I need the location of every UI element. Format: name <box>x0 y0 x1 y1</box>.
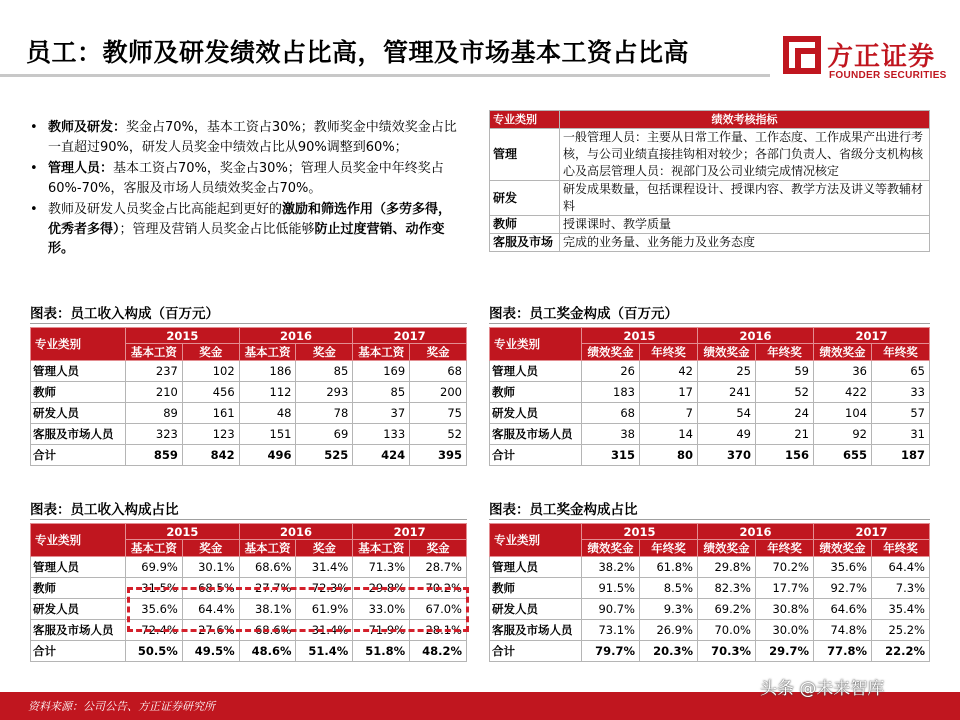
table-cell: 323 <box>126 424 183 445</box>
row-label: 合计 <box>490 641 582 662</box>
row-label: 客服及市场人员 <box>31 620 126 641</box>
table-row <box>31 445 467 466</box>
row-label: 教师 <box>490 578 582 599</box>
column-header-category: 专业类别 <box>490 328 582 361</box>
table-cell: 70.2% <box>756 557 814 578</box>
key-points <box>28 118 458 261</box>
table-cell: 27.6% <box>182 620 239 641</box>
row-label: 研发人员 <box>31 403 126 424</box>
caption-divider <box>489 519 930 520</box>
table-cell: 424 <box>353 445 410 466</box>
row-label: 研发人员 <box>31 599 126 620</box>
table-cell: 61.9% <box>296 599 353 620</box>
table-cell: 42 <box>640 361 698 382</box>
table-row <box>490 181 930 216</box>
table-cell: 64.4% <box>182 599 239 620</box>
table-cell: 293 <box>296 382 353 403</box>
table-cell: 69 <box>296 424 353 445</box>
table-cell: 25 <box>698 361 756 382</box>
table-cell: 71.3% <box>353 557 410 578</box>
table-cell: 78 <box>296 403 353 424</box>
bullet-conclusion <box>28 200 458 259</box>
row-label: 管理人员 <box>490 361 582 382</box>
table-row <box>31 403 467 424</box>
table-cell: 7 <box>640 403 698 424</box>
table-row <box>31 557 467 578</box>
table-cell: 48.6% <box>239 641 296 662</box>
table-cell: 17.7% <box>756 578 814 599</box>
table-cell: 51.8% <box>353 641 410 662</box>
table-cell: 92.7% <box>814 578 872 599</box>
column-header: 专业类别 <box>490 111 560 129</box>
income-table <box>30 327 467 466</box>
table-cell: 237 <box>126 361 183 382</box>
table-cell: 210 <box>126 382 183 403</box>
table-cell: 370 <box>698 445 756 466</box>
year-header: 2015 <box>582 328 698 344</box>
row-label: 客服及市场人员 <box>31 424 126 445</box>
table-row <box>490 424 930 445</box>
income-table-caption: 图表：员工收入构成（百万元） <box>30 306 219 322</box>
table-cell: 24 <box>756 403 814 424</box>
table-cell: 14 <box>640 424 698 445</box>
sub-header: 基本工资 <box>239 344 296 361</box>
table-row <box>490 234 930 252</box>
sub-header: 奖金 <box>296 344 353 361</box>
table-cell: 50.5% <box>126 641 183 662</box>
table-cell: 72.3% <box>296 578 353 599</box>
table-row <box>490 599 930 620</box>
bonus-table <box>489 327 930 466</box>
row-label: 客服及市场人员 <box>490 620 582 641</box>
sub-header: 奖金 <box>410 344 467 361</box>
table-cell: 29.7% <box>756 641 814 662</box>
sub-header: 奖金 <box>182 344 239 361</box>
table-cell: 31.5% <box>126 578 183 599</box>
row-label: 客服及市场 <box>490 234 560 252</box>
table-cell: 842 <box>182 445 239 466</box>
sub-header: 绩效奖金 <box>582 540 640 557</box>
row-label: 管理人员 <box>31 361 126 382</box>
table-cell: 38.1% <box>239 599 296 620</box>
table-cell: 68.6% <box>239 620 296 641</box>
row-label: 管理人员 <box>31 557 126 578</box>
table-cell: 422 <box>814 382 872 403</box>
year-header: 2017 <box>814 328 930 344</box>
sub-header: 基本工资 <box>126 540 183 557</box>
table-row <box>490 216 930 234</box>
sub-header: 绩效奖金 <box>814 540 872 557</box>
column-header-category: 专业类别 <box>31 328 126 361</box>
table-cell: 33 <box>872 382 930 403</box>
year-header: 2016 <box>698 328 814 344</box>
table-cell: 655 <box>814 445 872 466</box>
table-cell: 395 <box>410 445 467 466</box>
table-cell: 完成的业务量、业务能力及业务态度 <box>560 234 930 252</box>
table-cell: 7.3% <box>872 578 930 599</box>
table-cell: 61.8% <box>640 557 698 578</box>
table-cell: 68 <box>410 361 467 382</box>
row-label: 教师 <box>31 578 126 599</box>
table-cell: 31.4% <box>296 620 353 641</box>
founder-logo <box>783 28 947 88</box>
table-row <box>490 361 930 382</box>
table-header-row <box>490 524 930 540</box>
table-cell: 30.1% <box>182 557 239 578</box>
bonus-pct-table-caption: 图表：员工奖金构成占比 <box>489 502 638 518</box>
table-cell: 38.2% <box>582 557 640 578</box>
sub-header: 绩效奖金 <box>582 344 640 361</box>
sub-header: 绩效奖金 <box>698 344 756 361</box>
table-cell: 29.8% <box>353 578 410 599</box>
table-header-row <box>31 328 467 344</box>
table-cell: 71.9% <box>353 620 410 641</box>
table-cell: 92 <box>814 424 872 445</box>
row-label: 合计 <box>490 445 582 466</box>
table-cell: 315 <box>582 445 640 466</box>
table-cell: 26.9% <box>640 620 698 641</box>
sub-header: 年终奖 <box>756 540 814 557</box>
bullet-lead: 教师及研发： <box>48 120 127 135</box>
year-header: 2017 <box>353 328 467 344</box>
table-cell: 85 <box>353 382 410 403</box>
sub-header: 绩效奖金 <box>698 540 756 557</box>
table-cell: 73.1% <box>582 620 640 641</box>
table-cell: 169 <box>353 361 410 382</box>
table-cell: 64.4% <box>872 557 930 578</box>
year-header: 2015 <box>126 524 240 540</box>
table-cell: 67.0% <box>410 599 467 620</box>
table-cell: 102 <box>182 361 239 382</box>
year-header: 2016 <box>698 524 814 540</box>
table-cell: 187 <box>872 445 930 466</box>
table-cell: 859 <box>126 445 183 466</box>
bullet-management <box>28 159 458 198</box>
table-cell: 51.4% <box>296 641 353 662</box>
table-row <box>490 403 930 424</box>
table-cell: 183 <box>582 382 640 403</box>
sub-header: 年终奖 <box>756 344 814 361</box>
table-cell: 35.4% <box>872 599 930 620</box>
table-cell: 49 <box>698 424 756 445</box>
table-cell: 31.4% <box>296 557 353 578</box>
year-header: 2015 <box>126 328 240 344</box>
table-cell: 151 <box>239 424 296 445</box>
table-cell: 研发成果数量，包括课程设计、授课内容、教学方法及讲义等教辅材料 <box>560 181 930 216</box>
table-cell: 75 <box>410 403 467 424</box>
table-row <box>490 382 930 403</box>
table-cell: 69.2% <box>698 599 756 620</box>
bullet-emphasis: 防止过度营销、动作变形。 <box>48 221 445 256</box>
sub-header: 奖金 <box>410 540 467 557</box>
table-cell: 22.2% <box>872 641 930 662</box>
table-cell: 54 <box>698 403 756 424</box>
table-cell: 52 <box>756 382 814 403</box>
table-cell: 64.6% <box>814 599 872 620</box>
bullet-lead: 管理人员： <box>48 161 114 176</box>
table-cell: 80 <box>640 445 698 466</box>
table-cell: 28.1% <box>410 620 467 641</box>
year-header: 2016 <box>239 524 353 540</box>
table-cell: 89 <box>126 403 183 424</box>
sub-header: 基本工资 <box>353 344 410 361</box>
table-cell: 8.5% <box>640 578 698 599</box>
table-cell: 48.2% <box>410 641 467 662</box>
table-cell: 68.5% <box>182 578 239 599</box>
table-cell: 79.7% <box>582 641 640 662</box>
row-label: 研发 <box>490 181 560 216</box>
watermark: 头条 @未来智库 <box>760 679 885 699</box>
source-note: 资料来源：公司公告、方正证券研究所 <box>28 700 215 713</box>
row-label: 教师 <box>31 382 126 403</box>
row-label: 合计 <box>31 445 126 466</box>
column-header-category: 专业类别 <box>31 524 126 557</box>
bullet-text: 基本工资占70%，奖金占30%；管理人员奖金中年终奖占60%-70%，客服及市场人员绩效奖金占70%。 <box>48 161 444 196</box>
bullet-dot: • <box>30 120 38 135</box>
table-cell: 21 <box>756 424 814 445</box>
sub-header: 绩效奖金 <box>814 344 872 361</box>
income-pct-table-caption: 图表：员工收入构成占比 <box>30 502 179 518</box>
table-row <box>490 620 930 641</box>
year-header: 2015 <box>582 524 698 540</box>
table-header-row <box>490 328 930 344</box>
logo-text-en: FOUNDER SECURITIES <box>829 70 947 81</box>
table-cell: 27.7% <box>239 578 296 599</box>
column-header: 绩效考核指标 <box>560 111 930 129</box>
bullet-emphasis: 激励和筛选作用（多劳多得，优秀者多得） <box>48 202 452 237</box>
table-cell: 85 <box>296 361 353 382</box>
table-row <box>490 578 930 599</box>
table-cell: 30.8% <box>756 599 814 620</box>
table-cell: 38 <box>582 424 640 445</box>
table-cell: 49.5% <box>182 641 239 662</box>
table-cell: 91.5% <box>582 578 640 599</box>
sub-header: 年终奖 <box>640 344 698 361</box>
table-cell: 26 <box>582 361 640 382</box>
table-cell: 82.3% <box>698 578 756 599</box>
bullet-dot: • <box>30 202 38 217</box>
logo-text-cn: 方正证券 <box>827 42 936 72</box>
caption-divider <box>489 323 930 324</box>
table-cell: 74.8% <box>814 620 872 641</box>
bullet-teacher-rd <box>28 118 458 157</box>
table-cell: 456 <box>182 382 239 403</box>
bonus-table-caption: 图表：员工奖金构成（百万元） <box>489 306 678 322</box>
table-cell: 28.7% <box>410 557 467 578</box>
sub-header: 基本工资 <box>126 344 183 361</box>
row-label: 研发人员 <box>490 403 582 424</box>
table-cell: 一般管理人员：主要从日常工作量、工作态度、工作成果产出进行考核，与公司业绩直接挂钩相对较少；各部门负责人、省级分支机构核心及高层管理人员：视部门及公司业绩完成情况核定 <box>560 129 930 181</box>
row-label: 管理人员 <box>490 557 582 578</box>
table-cell: 52 <box>410 424 467 445</box>
bullet-text: 奖金占70%，基本工资占30%；教师奖金中绩效奖金占比一直超过90%，研发人员奖金中绩效占比从90%调整到60%； <box>48 120 457 155</box>
row-label: 管理 <box>490 129 560 181</box>
caption-divider <box>30 519 467 520</box>
table-cell: 25.2% <box>872 620 930 641</box>
bonus-pct-table <box>489 523 930 662</box>
table-cell: 200 <box>410 382 467 403</box>
table-cell: 36 <box>814 361 872 382</box>
table-cell: 90.7% <box>582 599 640 620</box>
table-cell: 525 <box>296 445 353 466</box>
table-cell: 9.3% <box>640 599 698 620</box>
table-cell: 112 <box>239 382 296 403</box>
table-cell: 授课课时、教学质量 <box>560 216 930 234</box>
title-divider <box>0 74 770 77</box>
bullet-text: 教师及研发人员奖金占比高能起到更好的 <box>48 202 283 217</box>
row-label: 研发人员 <box>490 599 582 620</box>
table-cell: 70.3% <box>698 641 756 662</box>
sub-header: 年终奖 <box>640 540 698 557</box>
table-cell: 496 <box>239 445 296 466</box>
row-label: 客服及市场人员 <box>490 424 582 445</box>
sub-header: 基本工资 <box>239 540 296 557</box>
bullet-text: ；管理及营销人员奖金占比低能够 <box>119 221 315 237</box>
table-row <box>31 641 467 662</box>
table-cell: 70.2% <box>410 578 467 599</box>
table-cell: 17 <box>640 382 698 403</box>
table-row <box>490 445 930 466</box>
table-cell: 59 <box>756 361 814 382</box>
row-label: 教师 <box>490 382 582 403</box>
table-cell: 35.6% <box>814 557 872 578</box>
table-cell: 241 <box>698 382 756 403</box>
table-cell: 156 <box>756 445 814 466</box>
table-cell: 35.6% <box>126 599 183 620</box>
table-cell: 33.0% <box>353 599 410 620</box>
table-cell: 68.6% <box>239 557 296 578</box>
highlight-dashed-box <box>127 587 469 632</box>
table-cell: 57 <box>872 403 930 424</box>
row-label: 教师 <box>490 216 560 234</box>
table-cell: 29.8% <box>698 557 756 578</box>
sub-header: 年终奖 <box>872 344 930 361</box>
table-cell: 77.8% <box>814 641 872 662</box>
sub-header: 基本工资 <box>353 540 410 557</box>
table-cell: 68 <box>582 403 640 424</box>
table-cell: 65 <box>872 361 930 382</box>
table-cell: 30.0% <box>756 620 814 641</box>
caption-divider <box>30 323 467 324</box>
page-title: 员工：教师及研发绩效占比高，管理及市场基本工资占比高 <box>26 38 690 67</box>
table-row <box>31 424 467 445</box>
table-row <box>490 129 930 181</box>
founder-logo-icon <box>783 36 821 74</box>
table-header-row <box>31 524 467 540</box>
bullet-dot: • <box>30 161 38 176</box>
table-cell: 123 <box>182 424 239 445</box>
table-cell: 72.4% <box>126 620 183 641</box>
table-header-row <box>490 111 930 129</box>
sub-header: 奖金 <box>296 540 353 557</box>
sub-header: 年终奖 <box>872 540 930 557</box>
year-header: 2017 <box>814 524 930 540</box>
table-cell: 133 <box>353 424 410 445</box>
table-row <box>490 641 930 662</box>
table-cell: 48 <box>239 403 296 424</box>
table-row <box>31 382 467 403</box>
assessment-criteria-table <box>489 110 930 252</box>
sub-header: 奖金 <box>182 540 239 557</box>
table-cell: 69.9% <box>126 557 183 578</box>
table-cell: 70.0% <box>698 620 756 641</box>
table-cell: 186 <box>239 361 296 382</box>
column-header-category: 专业类别 <box>490 524 582 557</box>
table-cell: 31 <box>872 424 930 445</box>
table-cell: 20.3% <box>640 641 698 662</box>
table-row <box>31 361 467 382</box>
row-label: 合计 <box>31 641 126 662</box>
table-cell: 37 <box>353 403 410 424</box>
year-header: 2017 <box>353 524 467 540</box>
table-cell: 104 <box>814 403 872 424</box>
table-row <box>490 557 930 578</box>
year-header: 2016 <box>239 328 353 344</box>
table-cell: 161 <box>182 403 239 424</box>
